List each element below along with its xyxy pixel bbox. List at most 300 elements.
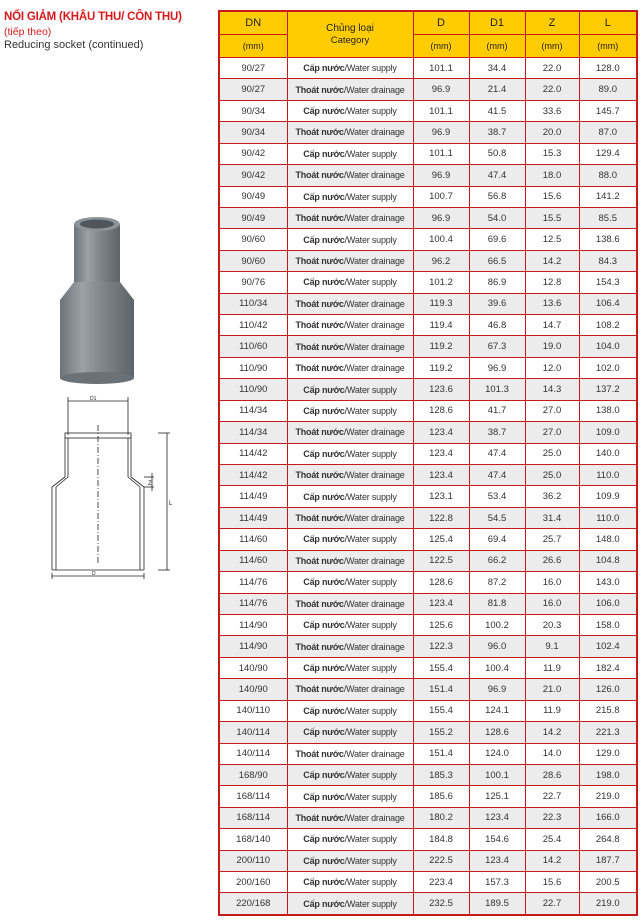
cell-l: 104.8	[579, 550, 637, 571]
cell-category	[287, 550, 413, 571]
cell-z: 14.3	[525, 379, 579, 400]
col-header-dn: DN	[219, 11, 287, 35]
cell-dn: 110/90	[219, 357, 287, 378]
cell-l: 88.0	[579, 165, 637, 186]
category-vn: Cấp nước	[303, 277, 345, 288]
cell-d1: 39.6	[469, 293, 525, 314]
cell-l: 110.0	[579, 507, 637, 528]
cell-l: 182.4	[579, 657, 637, 678]
category-en: /Water supply	[344, 727, 397, 738]
cell-l: 108.2	[579, 315, 637, 336]
cell-d1: 123.4	[469, 807, 525, 828]
cell-z: 27.0	[525, 400, 579, 421]
category-en: /Water supply	[344, 770, 397, 781]
cell-category	[287, 786, 413, 807]
category-vn: Thoát nước	[295, 684, 344, 695]
table-row	[219, 465, 637, 486]
cell-l: 102.0	[579, 357, 637, 378]
cell-z: 25.0	[525, 465, 579, 486]
cell-dn: 114/76	[219, 572, 287, 593]
cell-dn: 90/49	[219, 186, 287, 207]
cell-d: 96.9	[413, 207, 469, 228]
cell-z: 14.7	[525, 315, 579, 336]
category-vn: Thoát nước	[295, 641, 344, 652]
cell-d1: 157.3	[469, 872, 525, 893]
cell-d: 122.8	[413, 507, 469, 528]
category-vn: Thoát nước	[295, 748, 344, 759]
cell-category	[287, 336, 413, 357]
table-row	[219, 250, 637, 271]
cell-d1: 47.4	[469, 465, 525, 486]
cell-category	[287, 379, 413, 400]
cell-category	[287, 79, 413, 100]
cell-l: 102.4	[579, 636, 637, 657]
cell-dn: 114/34	[219, 422, 287, 443]
cell-d1: 100.2	[469, 614, 525, 635]
category-vn: Cấp nước	[303, 448, 345, 459]
cell-z: 33.6	[525, 100, 579, 121]
cell-d: 123.4	[413, 422, 469, 443]
category-vn: Cấp nước	[303, 491, 345, 502]
cell-dn: 114/60	[219, 529, 287, 550]
cell-category	[287, 614, 413, 635]
category-en: /Water supply	[344, 834, 397, 845]
cell-l: 110.0	[579, 465, 637, 486]
cell-l: 219.0	[579, 893, 637, 915]
cell-dn: 90/34	[219, 100, 287, 121]
cell-d1: 38.7	[469, 122, 525, 143]
category-en: /Water drainage	[343, 598, 405, 609]
cell-d: 119.4	[413, 315, 469, 336]
cell-l: 143.0	[579, 572, 637, 593]
table-row	[219, 315, 637, 336]
specification-table	[218, 10, 638, 916]
cell-d1: 81.8	[469, 593, 525, 614]
cell-category	[287, 572, 413, 593]
cell-z: 21.0	[525, 679, 579, 700]
cell-category	[287, 700, 413, 721]
cell-d: 101.2	[413, 272, 469, 293]
cell-category	[287, 486, 413, 507]
cell-d: 123.1	[413, 486, 469, 507]
table-row	[219, 186, 637, 207]
cell-z: 14.2	[525, 250, 579, 271]
cell-d1: 21.4	[469, 79, 525, 100]
cell-dn: 90/27	[219, 79, 287, 100]
cell-category	[287, 636, 413, 657]
col-header-category-vn: Chủng loại	[326, 22, 374, 34]
category-en: /Water drainage	[343, 213, 405, 224]
table-row	[219, 486, 637, 507]
cell-d1: 66.5	[469, 250, 525, 271]
cell-d1: 123.4	[469, 850, 525, 871]
table-row	[219, 722, 637, 743]
category-vn: Cấp nước	[303, 106, 345, 117]
cell-d: 128.6	[413, 572, 469, 593]
cell-l: 109.0	[579, 422, 637, 443]
cell-d: 101.1	[413, 58, 469, 79]
cell-dn: 114/90	[219, 636, 287, 657]
category-vn: Cấp nước	[303, 898, 345, 909]
cell-dn: 114/90	[219, 614, 287, 635]
cell-d: 119.3	[413, 293, 469, 314]
table-row	[219, 529, 637, 550]
table-row	[219, 293, 637, 314]
category-vn: Cấp nước	[303, 384, 345, 395]
cell-dn: 114/76	[219, 593, 287, 614]
cell-dn: 114/42	[219, 465, 287, 486]
cell-z: 15.6	[525, 872, 579, 893]
category-en: /Water supply	[344, 620, 397, 631]
cell-l: 200.5	[579, 872, 637, 893]
cell-z: 22.0	[525, 58, 579, 79]
category-en: /Water supply	[344, 106, 397, 117]
cell-z: 12.5	[525, 229, 579, 250]
cell-l: 138.0	[579, 400, 637, 421]
cell-category	[287, 165, 413, 186]
cell-category	[287, 743, 413, 764]
cell-l: 106.4	[579, 293, 637, 314]
table-row	[219, 893, 637, 915]
category-en: /Water supply	[344, 855, 397, 866]
cell-d1: 38.7	[469, 422, 525, 443]
category-vn: Cấp nước	[303, 663, 345, 674]
cell-d: 180.2	[413, 807, 469, 828]
cell-l: 148.0	[579, 529, 637, 550]
cell-category	[287, 250, 413, 271]
category-vn: Thoát nước	[295, 341, 344, 352]
cell-d: 96.9	[413, 79, 469, 100]
category-en: /Water supply	[344, 63, 397, 74]
category-vn: Thoát nước	[295, 298, 344, 309]
cell-l: 129.0	[579, 743, 637, 764]
cell-z: 12.0	[525, 357, 579, 378]
cell-d: 223.4	[413, 872, 469, 893]
cell-category	[287, 357, 413, 378]
col-header-d: D	[413, 11, 469, 35]
cell-d: 151.4	[413, 743, 469, 764]
cell-dn: 90/60	[219, 250, 287, 271]
cell-z: 20.3	[525, 614, 579, 635]
cell-z: 14.2	[525, 850, 579, 871]
category-en: /Water drainage	[343, 812, 405, 823]
cell-category	[287, 657, 413, 678]
col-header-d1: D1	[469, 11, 525, 35]
cell-category	[287, 679, 413, 700]
drawing-label-d1: D1	[90, 396, 97, 402]
cell-category	[287, 229, 413, 250]
category-vn: Thoát nước	[295, 213, 344, 224]
cell-d: 101.1	[413, 143, 469, 164]
cell-l: 137.2	[579, 379, 637, 400]
col-unit-d1: (mm)	[469, 35, 525, 58]
table-row	[219, 272, 637, 293]
category-en: /Water supply	[344, 791, 397, 802]
cell-dn: 168/140	[219, 829, 287, 850]
technical-drawing	[40, 395, 180, 580]
category-en: /Water drainage	[343, 84, 405, 95]
cell-category	[287, 850, 413, 871]
cell-dn: 220/168	[219, 893, 287, 915]
cell-z: 15.3	[525, 143, 579, 164]
cell-d: 96.2	[413, 250, 469, 271]
table-body	[219, 58, 637, 915]
category-vn: Thoát nước	[295, 170, 344, 181]
col-header-category	[287, 11, 413, 58]
cell-d1: 87.2	[469, 572, 525, 593]
cell-dn: 168/90	[219, 764, 287, 785]
cell-d: 155.4	[413, 700, 469, 721]
col-header-z: Z	[525, 11, 579, 35]
cell-l: 264.8	[579, 829, 637, 850]
category-vn: Thoát nước	[295, 812, 344, 823]
cell-l: 138.6	[579, 229, 637, 250]
category-vn: Cấp nước	[303, 877, 345, 888]
table-row	[219, 764, 637, 785]
cell-dn: 114/49	[219, 486, 287, 507]
cell-d: 184.8	[413, 829, 469, 850]
col-unit-z: (mm)	[525, 35, 579, 58]
cell-l: 140.0	[579, 443, 637, 464]
table-row	[219, 786, 637, 807]
cell-d1: 100.4	[469, 657, 525, 678]
cell-d: 222.5	[413, 850, 469, 871]
cell-d: 128.6	[413, 400, 469, 421]
cell-d: 155.4	[413, 657, 469, 678]
cell-l: 84.3	[579, 250, 637, 271]
cell-category	[287, 807, 413, 828]
cell-z: 28.6	[525, 764, 579, 785]
category-en: /Water drainage	[343, 748, 405, 759]
table-row	[219, 829, 637, 850]
category-vn: Cấp nước	[303, 234, 345, 245]
category-en: /Water drainage	[343, 513, 405, 524]
category-vn: Cấp nước	[303, 148, 345, 159]
category-en: /Water drainage	[343, 684, 405, 695]
cell-category	[287, 722, 413, 743]
cell-d1: 125.1	[469, 786, 525, 807]
table-row	[219, 58, 637, 79]
cell-d1: 86.9	[469, 272, 525, 293]
cell-z: 36.2	[525, 486, 579, 507]
cell-d: 123.4	[413, 465, 469, 486]
cell-category	[287, 207, 413, 228]
cell-category	[287, 872, 413, 893]
table-row	[219, 636, 637, 657]
cell-dn: 110/42	[219, 315, 287, 336]
category-en: /Water supply	[344, 448, 397, 459]
cell-l: 187.7	[579, 850, 637, 871]
cell-d1: 56.8	[469, 186, 525, 207]
cell-dn: 90/76	[219, 272, 287, 293]
cell-z: 25.0	[525, 443, 579, 464]
table-row	[219, 422, 637, 443]
cell-category	[287, 315, 413, 336]
table-row	[219, 679, 637, 700]
category-en: /Water drainage	[343, 555, 405, 566]
category-vn: Thoát nước	[295, 598, 344, 609]
cell-dn: 90/60	[219, 229, 287, 250]
cell-l: 141.2	[579, 186, 637, 207]
category-vn: Thoát nước	[295, 320, 344, 331]
cell-category	[287, 529, 413, 550]
category-vn: Thoát nước	[295, 363, 344, 374]
cell-z: 18.0	[525, 165, 579, 186]
category-vn: Thoát nước	[295, 256, 344, 266]
table-row	[219, 550, 637, 571]
cell-z: 25.7	[525, 529, 579, 550]
category-en: /Water drainage	[343, 641, 405, 652]
table-row	[219, 100, 637, 121]
cell-d: 100.7	[413, 186, 469, 207]
category-vn: Cấp nước	[303, 534, 345, 545]
cell-d: 123.6	[413, 379, 469, 400]
cell-z: 11.9	[525, 657, 579, 678]
cell-dn: 110/34	[219, 293, 287, 314]
table-row	[219, 700, 637, 721]
cell-dn: 114/34	[219, 400, 287, 421]
cell-l: 154.3	[579, 272, 637, 293]
cell-dn: 200/160	[219, 872, 287, 893]
category-en: /Water supply	[344, 877, 397, 888]
cell-category	[287, 422, 413, 443]
cell-dn: 140/114	[219, 743, 287, 764]
cell-d: 155.2	[413, 722, 469, 743]
category-en: /Water drainage	[343, 320, 405, 331]
table-row	[219, 357, 637, 378]
category-vn: Cấp nước	[303, 855, 345, 866]
category-en: /Water supply	[344, 491, 397, 502]
cell-d: 96.9	[413, 165, 469, 186]
cell-category	[287, 58, 413, 79]
drawing-label-d: D	[92, 571, 96, 577]
cell-l: 221.3	[579, 722, 637, 743]
page-subtitle-en: Reducing socket (continued)	[4, 39, 144, 51]
col-unit-dn: (mm)	[219, 35, 287, 58]
cell-category	[287, 893, 413, 915]
cell-dn: 110/90	[219, 379, 287, 400]
category-vn: Cấp nước	[303, 770, 345, 781]
cell-z: 13.6	[525, 293, 579, 314]
category-vn: Thoát nước	[295, 513, 344, 524]
cell-category	[287, 465, 413, 486]
col-unit-d: (mm)	[413, 35, 469, 58]
table-row	[219, 507, 637, 528]
cell-dn: 90/34	[219, 122, 287, 143]
table-row	[219, 572, 637, 593]
cell-l: 126.0	[579, 679, 637, 700]
table-row	[219, 850, 637, 871]
cell-l: 129.4	[579, 143, 637, 164]
cell-z: 22.0	[525, 79, 579, 100]
cell-z: 25.4	[525, 829, 579, 850]
cell-d: 122.5	[413, 550, 469, 571]
col-header-category-en: Category	[330, 34, 370, 46]
table-row	[219, 614, 637, 635]
cell-l: 158.0	[579, 614, 637, 635]
cell-z: 11.9	[525, 700, 579, 721]
cell-d: 123.4	[413, 593, 469, 614]
table-row	[219, 872, 637, 893]
cell-category	[287, 122, 413, 143]
cell-l: 128.0	[579, 58, 637, 79]
cell-d: 96.9	[413, 122, 469, 143]
cell-z: 14.2	[525, 722, 579, 743]
cell-z: 19.0	[525, 336, 579, 357]
cell-category	[287, 507, 413, 528]
cell-d1: 100.1	[469, 764, 525, 785]
cell-category	[287, 400, 413, 421]
category-vn: Cấp nước	[303, 191, 345, 202]
cell-d: 185.6	[413, 786, 469, 807]
cell-d1: 101.3	[469, 379, 525, 400]
category-en: /Water drainage	[343, 470, 405, 481]
drawing-label-z: Z	[148, 481, 152, 487]
cell-dn: 140/114	[219, 722, 287, 743]
category-vn: Thoát nước	[295, 555, 344, 566]
cell-d1: 50.8	[469, 143, 525, 164]
table-row	[219, 143, 637, 164]
col-header-l: L	[579, 11, 637, 35]
table-row	[219, 400, 637, 421]
cell-d: 151.4	[413, 679, 469, 700]
category-vn: Cấp nước	[303, 577, 345, 588]
cell-dn: 114/42	[219, 443, 287, 464]
cell-d1: 54.0	[469, 207, 525, 228]
cell-d1: 69.4	[469, 529, 525, 550]
category-en: /Water supply	[344, 534, 397, 545]
category-en: /Water supply	[344, 277, 397, 288]
cell-z: 22.3	[525, 807, 579, 828]
cell-z: 16.0	[525, 572, 579, 593]
cell-d1: 46.8	[469, 315, 525, 336]
cell-category	[287, 764, 413, 785]
table-row	[219, 593, 637, 614]
cell-d: 101.1	[413, 100, 469, 121]
cell-d1: 128.6	[469, 722, 525, 743]
page-subtitle: (tiếp theo)	[4, 26, 52, 38]
page-title: NỐI GIẢM (KHÂU THU/ CÔN THU)	[4, 11, 182, 23]
table-row	[219, 165, 637, 186]
cell-z: 15.6	[525, 186, 579, 207]
category-en: /Water supply	[344, 234, 397, 245]
cell-z: 31.4	[525, 507, 579, 528]
cell-l: 145.7	[579, 100, 637, 121]
category-vn: Cấp nước	[303, 63, 345, 74]
table-row	[219, 657, 637, 678]
table-row	[219, 443, 637, 464]
cell-d: 119.2	[413, 357, 469, 378]
cell-category	[287, 293, 413, 314]
cell-d1: 66.2	[469, 550, 525, 571]
cell-z: 22.7	[525, 893, 579, 915]
category-en: /Water supply	[344, 148, 397, 159]
cell-z: 26.6	[525, 550, 579, 571]
category-en: /Water supply	[344, 191, 397, 202]
cell-d1: 53.4	[469, 486, 525, 507]
cell-dn: 114/49	[219, 507, 287, 528]
cell-l: 87.0	[579, 122, 637, 143]
category-en: /Water supply	[344, 705, 397, 716]
table-row	[219, 122, 637, 143]
cell-category	[287, 186, 413, 207]
category-en: /Water drainage	[343, 127, 405, 138]
table-row	[219, 743, 637, 764]
cell-category	[287, 272, 413, 293]
cell-d1: 96.9	[469, 679, 525, 700]
cell-d1: 47.4	[469, 443, 525, 464]
table-row	[219, 79, 637, 100]
